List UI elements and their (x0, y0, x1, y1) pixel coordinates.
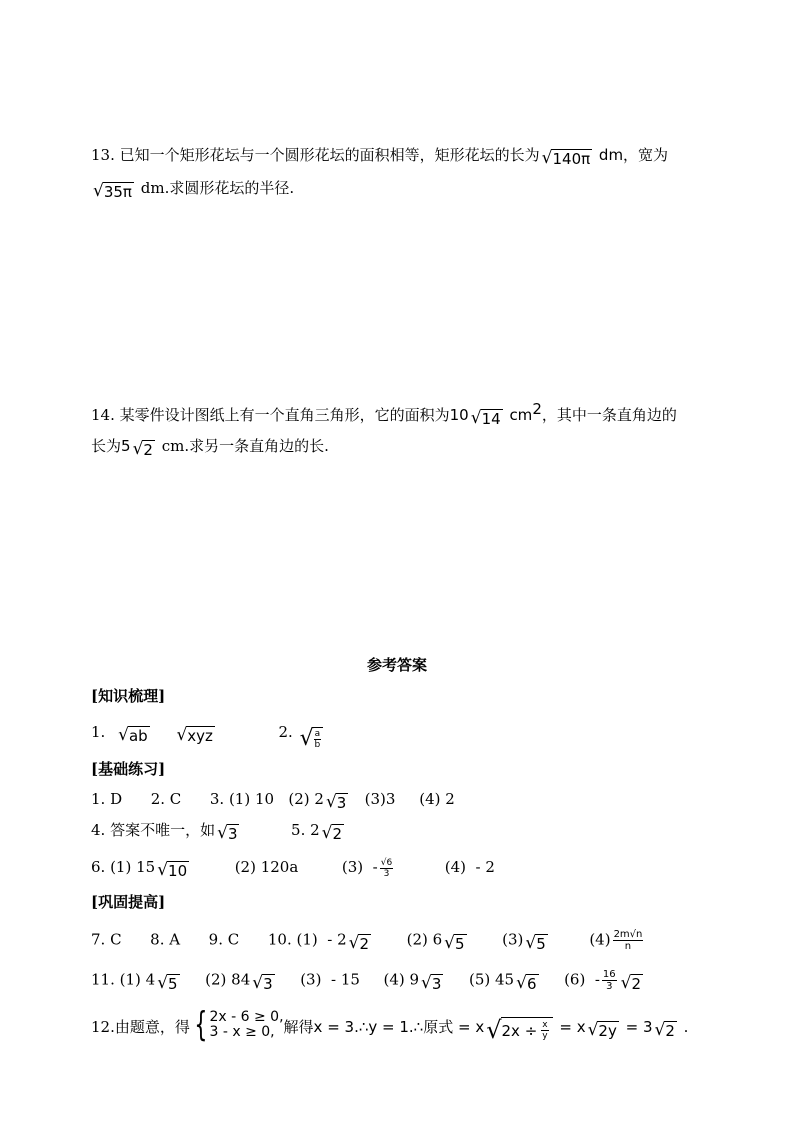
section-basic: [基础练习] (91, 760, 166, 778)
q14-coef2: 5 (121, 437, 131, 455)
answer-line-5: 7. C 8. A 9. C 10. (1) - 2 √ 2 (2) 6 √ 5 (3) √ 5 (4) $\frac{2m√n}{n}$ (91, 929, 643, 953)
sqrt-3c: √ 3 (252, 972, 273, 993)
sqrt-2e: √ 2 (654, 1020, 675, 1040)
sqrt-5c: √ 5 (157, 972, 178, 993)
q13-text-b: dm，宽为 (594, 146, 669, 164)
sqrt-3b: √ 3 (217, 823, 238, 843)
sqrt-5: √ 5 (444, 932, 465, 953)
q13-line1 (91, 145, 668, 168)
section-knowledge: [知识梳理] (91, 687, 166, 705)
sqrt-a-over-b: √ $\frac{a}{b}$ (300, 727, 324, 751)
sqrt-ab: √ ab (118, 725, 148, 745)
sqrt-2b: √ 2 (321, 823, 343, 843)
q14-coef: 10 (449, 406, 469, 424)
frac-2m-sqrt-n: $\frac{2m√n}{n}$ (613, 929, 643, 952)
answer-line-6: 11. (1) 4 √ 5 (2) 84 √ 3 (3) - 15 (4) 9 √ 3 (5) 45 √ 6 (6) - $\frac{16}{3}$ √ 2 (91, 969, 642, 993)
q14-text-b: ，其中一条直角边的 (541, 406, 677, 424)
frac-16-3: $\frac{16}{3}$ (602, 969, 616, 992)
q14-text-c: 长为 (91, 437, 122, 455)
sqrt-2x-div-x-over-y: √ 2x ÷ $\frac{x}{y}$ (486, 1017, 552, 1043)
sqrt-3: √ 3 (325, 792, 347, 812)
q13-line2 (91, 178, 294, 201)
q14-text-d: cm.求另一条直角边的长. (156, 437, 329, 455)
answer-line-3: 4. 答案不唯一，如 √ 3 5. 2 √ 2 (91, 821, 343, 843)
answers-title: 参考答案 (366, 656, 427, 674)
q14-text: 14. 某零件设计图纸上有一个直角三角形，它的面积为 (91, 406, 450, 424)
q14-line1 (91, 399, 677, 428)
sqrt-3d: √ 3 (421, 972, 442, 993)
sqrt-35pi: √ 35π (93, 181, 132, 201)
q14-line2 (91, 436, 329, 459)
sqrt-6: √ 6 (516, 972, 537, 993)
sqrt-140pi: √ 140π (541, 148, 591, 168)
answer-line-7: 12.由题意，得 { 2x - 6 ≥ 0, 3 - x ≥ 0, 解得x = 3.∴y = 1.∴原式 = x √ 2x ÷ $\frac{x}{y}$ = x √ 2y = 3 √ 2 . (91, 1008, 688, 1048)
q13-text: 13. 已知一个矩形花坛与一个圆形花坛的面积相等，矩形花坛的长为 (91, 146, 540, 164)
section-consolidate: [巩固提高] (91, 893, 166, 911)
equation-system: { 2x - 6 ≥ 0, 3 - x ≥ 0, (194, 1005, 284, 1045)
sqrt-2c: √ 2 (348, 932, 370, 953)
answer-line-2: 1. D 2. C 3. (1) 10 (2) 2 √ 3 (3)3 (4) 2 (91, 790, 455, 812)
sqrt-14: √ 14 (470, 408, 501, 428)
q13-text-c: dm.求圆形花坛的半径. (135, 179, 295, 197)
answer-line-4: 6. (1) 15 √ 10 (2) 120a (3) - $\frac{√6}{3}$ (4) - 2 (91, 857, 495, 880)
answer-line-1: 1. √ ab √ xyz 2. √ $\frac{a}{b}$ (91, 722, 325, 751)
sqrt-10: √ 10 (157, 860, 188, 880)
frac-sqrt6-3: $\frac{√6}{3}$ (380, 857, 393, 879)
sqrt-2d: √ 2 (620, 972, 642, 993)
sqrt-2y: √ 2y (587, 1020, 617, 1040)
sqrt-5b: √ 5 (525, 932, 546, 953)
q14-unit: cm (504, 406, 533, 424)
q14-sup: 2 (532, 400, 542, 418)
sqrt-xyz: √ xyz (176, 725, 213, 745)
sqrt-2: √ 2 (132, 439, 153, 459)
